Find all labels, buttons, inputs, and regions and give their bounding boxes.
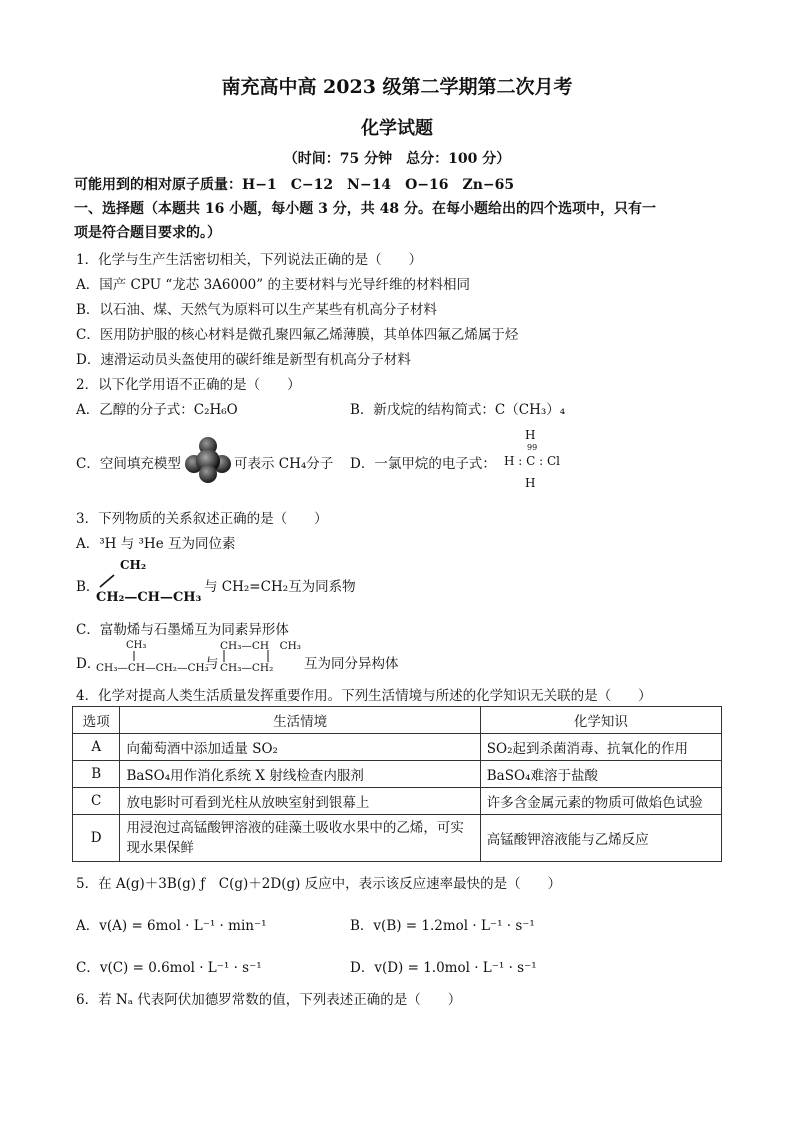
q3-option-d-post: 互为同分异构体 bbox=[304, 656, 399, 672]
q5-option-d: D．v(D) = 1.0mol · L⁻¹ · s⁻¹ bbox=[350, 960, 537, 976]
table-header-knowledge: 化学知识 bbox=[480, 707, 721, 734]
q5-option-b: B．v(B) = 1.2mol · L⁻¹ · s⁻¹ bbox=[350, 918, 535, 934]
q3-stem: 3．下列物质的关系叙述正确的是（ ） bbox=[76, 511, 328, 527]
table-cell: BaSO₄用作消化系统 X 射线检查内服剂 bbox=[120, 761, 480, 788]
table-cell: SO₂起到杀菌消毒、抗氧化的作用 bbox=[480, 734, 721, 761]
q2-option-b: B．新戊烷的结构简式：C（CH₃）₄ bbox=[350, 402, 566, 418]
q3-option-b-label: B． bbox=[76, 579, 100, 595]
q1-option-d: D．速滑运动员头盔使用的碳纤维是新型有机高分子材料 bbox=[76, 352, 411, 368]
q2-option-d: D．一氯甲烷的电子式： bbox=[350, 456, 496, 472]
table-cell: B bbox=[73, 761, 120, 788]
table-cell: 高锰酸钾溶液能与乙烯反应 bbox=[480, 815, 721, 862]
q5-option-a: A．v(A) = 6mol · L⁻¹ · min⁻¹ bbox=[76, 918, 267, 934]
exam-title: 南充高中高 2023 级第二学期第二次月考 bbox=[221, 76, 573, 98]
table-row bbox=[73, 815, 722, 862]
table-header-option: 选项 bbox=[73, 707, 120, 734]
q3-option-a: A．³H 与 ³He 互为同位素 bbox=[76, 536, 236, 552]
q1-option-a: A．国产 CPU “龙芯 3A6000” 的主要材料与光导纤维的材料相同 bbox=[76, 277, 470, 293]
table-cell: A bbox=[73, 734, 120, 761]
time-info: （时间：75 分钟 总分：100 分） bbox=[283, 151, 511, 167]
q1-option-b: B．以石油、煤、天然气为原料可以生产某些有机高分子材料 bbox=[76, 302, 437, 318]
q1-option-c: C．医用防护服的核心材料是微孔聚四氟乙烯薄膜，其单体四氟乙烯属于烃 bbox=[76, 327, 519, 343]
q2-option-a: A．乙醇的分子式：C₂H₆O bbox=[76, 402, 238, 418]
q2-option-c-post: 可表示 CH₄分子 bbox=[234, 456, 334, 472]
q4-table bbox=[72, 706, 722, 862]
q2-d-dots: 99 bbox=[527, 443, 538, 452]
q5-stem: 5．在 A(g)＋3B(g) ƒ C(g)＋2D(g) 反应中，表示该反应速率最快的是（ ） bbox=[76, 876, 562, 892]
table-cell: 用浸泡过高锰酸钾溶液的硅藻土吸收水果中的乙烯，可实现水果保鲜 bbox=[120, 815, 480, 862]
q2-stem: 2．以下化学用语不正确的是（ ） bbox=[76, 377, 301, 393]
subject-title: 化学试题 bbox=[361, 118, 433, 139]
table-header-scenario: 生活情境 bbox=[120, 707, 480, 734]
q2-d-h-bottom: H bbox=[525, 476, 536, 490]
q5-option-c: C．v(C) = 0.6mol · L⁻¹ · s⁻¹ bbox=[76, 960, 262, 976]
q2-option-c-pre: C．空间填充模型 bbox=[76, 456, 181, 472]
table-cell: 向葡萄酒中添加适量 SO₂ bbox=[120, 734, 480, 761]
table-cell: C bbox=[73, 788, 120, 815]
q3-b-chain: CH₂—CH—CH₃ bbox=[96, 590, 202, 605]
table-cell: 放电影时可看到光柱从放映室射到银幕上 bbox=[120, 788, 480, 815]
table-header-row bbox=[73, 707, 722, 734]
q3-option-b-post: 与 CH₂=CH₂互为同系物 bbox=[204, 579, 356, 595]
table-cell: D bbox=[73, 815, 120, 862]
q2-d-h-top: H bbox=[525, 428, 536, 442]
table-cell: BaSO₄难溶于盐酸 bbox=[480, 761, 721, 788]
q3-option-c: C．富勒烯与石墨烯互为同素异形体 bbox=[76, 622, 289, 638]
table-row bbox=[73, 788, 722, 815]
q3-option-d-label: D． bbox=[76, 656, 101, 672]
q3-d-struct2-top: CH₃—CH CH₃ bbox=[220, 640, 301, 652]
section-heading-line2: 项是符合题目要求的。） bbox=[74, 225, 221, 241]
table-row bbox=[73, 761, 722, 788]
q1-stem: 1．化学与生产生活密切相关，下列说法正确的是（ ） bbox=[76, 252, 423, 268]
q3-d-struct1-bond-icon bbox=[132, 651, 136, 661]
q3-d-struct2-bonds-icon bbox=[222, 650, 272, 662]
q3-b-bond-icon bbox=[98, 574, 118, 588]
methane-space-filling-model-icon bbox=[184, 436, 232, 484]
q4-stem: 4．化学对提高人类生活质量发挥重要作用。下列生活情境与所述的化学知识无关联的是（ ） bbox=[76, 688, 652, 704]
q2-d-formula: H : C : Cl bbox=[504, 454, 561, 468]
table-row bbox=[73, 734, 722, 761]
atomic-masses: 可能用到的相对原子质量：H−1 C−12 N−14 O−16 Zn−65 bbox=[74, 177, 515, 193]
table-cell: 许多含金属元素的物质可做焰色试验 bbox=[480, 788, 721, 815]
q3-d-struct1-top: CH₃ bbox=[126, 640, 147, 651]
q6-stem: 6．若 Nₐ 代表阿伏加德罗常数的值，下列表述正确的是（ ） bbox=[76, 992, 462, 1008]
q3-d-struct2-main: CH₃—CH₂ bbox=[220, 662, 274, 674]
q3-b-top-group: CH₂ bbox=[120, 558, 147, 572]
q3-d-struct1-main: CH₃—CH—CH₂—CH₃ bbox=[96, 662, 209, 674]
section-heading-line1: 一、选择题（本题共 16 小题，每小题 3 分，共 48 分。在每小题给出的四个选项中，只有一 bbox=[74, 201, 656, 217]
q3-d-connector: 与 bbox=[205, 656, 219, 672]
